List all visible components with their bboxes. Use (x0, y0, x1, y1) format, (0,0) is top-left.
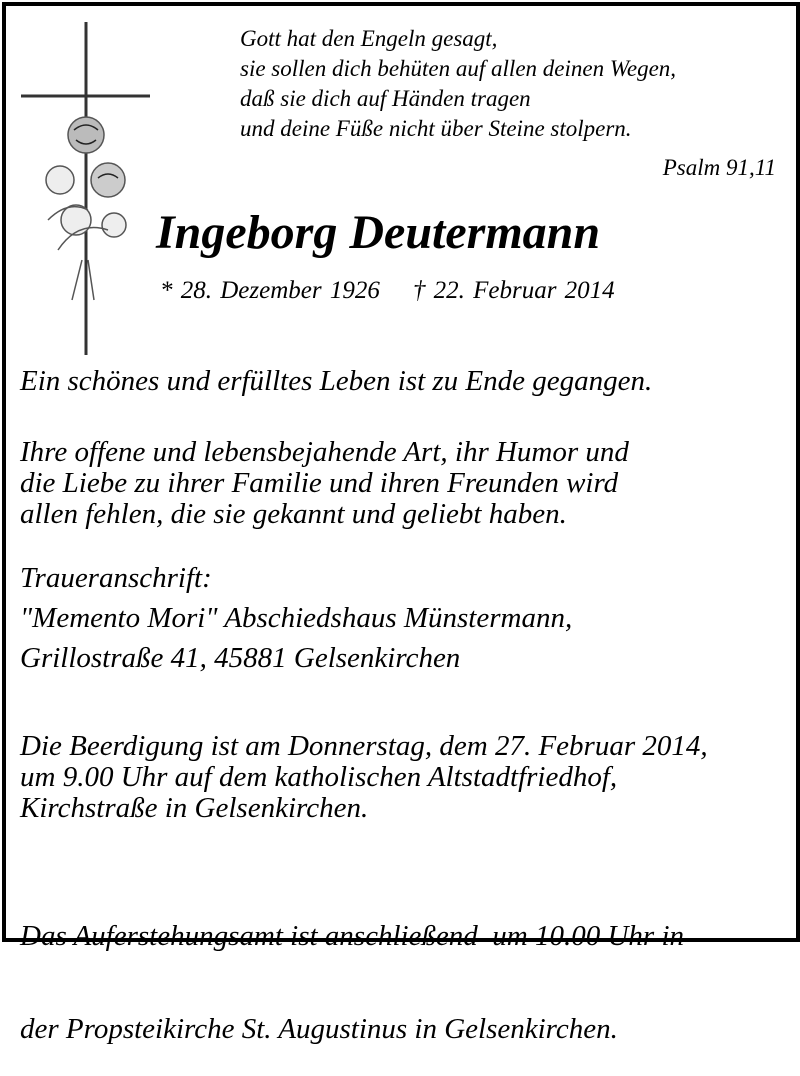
mass-line: Das Auferstehungsamt ist anschließend um 10.00 Uhr in (20, 920, 685, 952)
intro-text: Ein schönes und erfülltes Leben ist zu Ende gegangen. (20, 365, 653, 397)
birth-date: * 28. Dezember 1926 (160, 277, 380, 304)
quote-line: daß sie dich auf Händen tragen (240, 86, 531, 111)
funeral-line: um 9.00 Uhr auf dem katholischen Altstadtfriedhof, (20, 761, 618, 793)
deceased-name: Ingeborg Deutermann (156, 206, 601, 259)
life-dates (160, 277, 615, 305)
quote-source: Psalm 91,11 (662, 155, 776, 180)
quote-line: Gott hat den Engeln gesagt, (240, 26, 498, 51)
tribute-paragraph (20, 437, 629, 530)
tribute-line: allen fehlen, die sie gekannt und geliebt haben. (20, 498, 567, 530)
address-label: Traueranschrift: (20, 562, 212, 594)
funeral-line: Kirchstraße in Gelsenkirchen. (20, 792, 369, 824)
psalm-quote (240, 24, 676, 144)
mass-line: der Propsteikirche St. Augustinus in Gelsenkirchen. (20, 1013, 618, 1045)
quote-line: und deine Füße nicht über Steine stolpern. (240, 116, 632, 141)
tribute-line: Ihre offene und lebensbejahende Art, ihr Humor und (20, 436, 629, 468)
address-line: "Memento Mori" Abschiedshaus Münstermann, (20, 602, 573, 634)
tribute-line: die Liebe zu ihrer Familie und ihren Freunden wird (20, 467, 619, 499)
death-date: † 22. Februar 2014 (412, 277, 615, 304)
funeral-line: Die Beerdigung ist am Donnerstag, dem 27. Februar 2014, (20, 730, 708, 762)
address-line: Grillostraße 41, 45881 Gelsenkirchen (20, 642, 461, 674)
quote-line: sie sollen dich behüten auf allen deinen Wegen, (240, 56, 677, 81)
cross-with-roses-icon (18, 20, 158, 360)
funeral-info (20, 731, 708, 824)
mourning-address (20, 558, 572, 678)
mass-info (20, 859, 684, 1076)
